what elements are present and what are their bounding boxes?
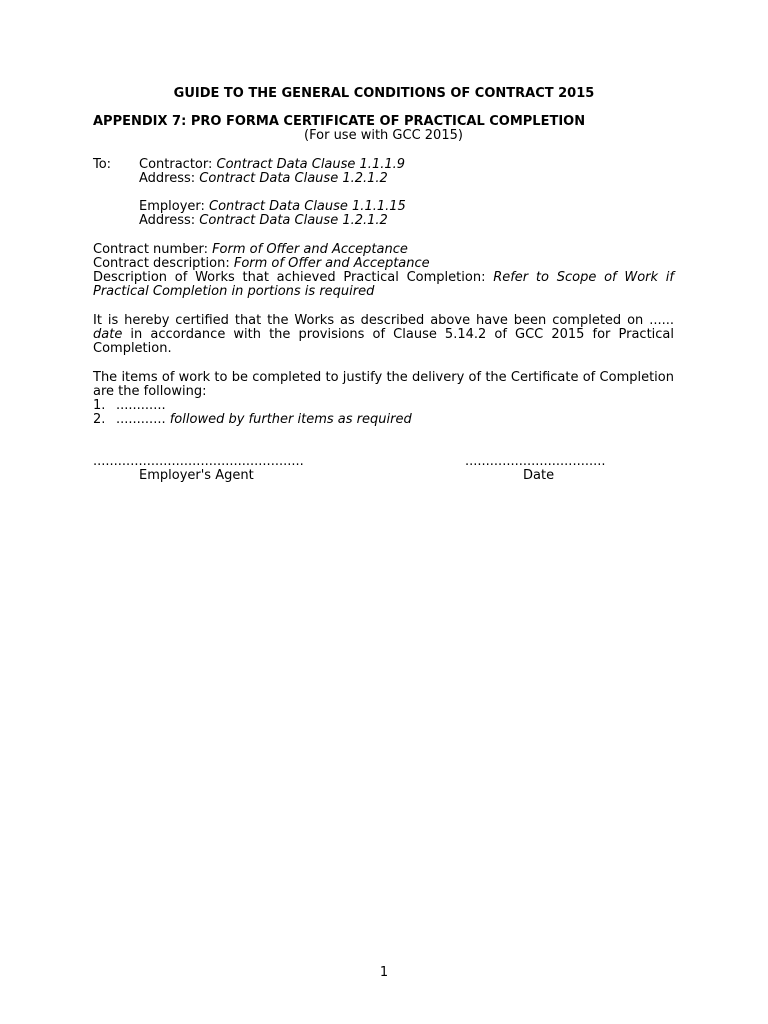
to-label: To: (93, 157, 112, 172)
contractor-address-value: Contract Data Clause 1.2.1.2 (199, 171, 388, 186)
employer-address-label: Address: (139, 213, 200, 228)
contract-description-label: Contract description: (93, 256, 234, 271)
contract-number-value: Form of Offer and Acceptance (212, 242, 408, 257)
contract-description-value: Form of Offer and Acceptance (233, 256, 430, 271)
list-item (93, 399, 105, 413)
works-description-value-1: Refer to Scope of Work if (493, 270, 674, 285)
employer-address-line (139, 214, 388, 228)
contractor-address-label: Address: (139, 171, 200, 186)
guide-title: GUIDE TO THE GENERAL CONDITIONS OF CONTRACT 2015 (173, 86, 595, 101)
certification-date-word: date (93, 327, 123, 342)
certification-line2 (93, 328, 674, 342)
items-intro-line2: are the following: (93, 384, 207, 399)
list-item (93, 413, 105, 427)
works-description-value-2: Practical Completion in portions is required (93, 284, 375, 299)
employer-label: Employer: (139, 199, 210, 214)
date-dots: .................................. (465, 454, 606, 469)
contract-number-label: Contract number: (93, 242, 213, 257)
appendix-title: APPENDIX 7: PRO FORMA CERTIFICATE OF PRACTICAL COMPLETION (93, 114, 586, 129)
item2-text: ............ (116, 412, 170, 427)
items-intro-line1: The items of work to be completed to justify the delivery of the Certificate of Completion (93, 370, 674, 385)
contract-description-line (93, 257, 430, 271)
employer-value: Contract Data Clause 1.1.1.15 (209, 199, 406, 214)
contractor-label: Contractor: (139, 157, 217, 172)
item2-text-line (116, 413, 412, 427)
date-label: Date (523, 468, 555, 483)
appendix-subtitle: (For use with GCC 2015) (304, 128, 463, 143)
contractor-value: Contract Data Clause 1.1.1.9 (216, 157, 406, 172)
item1-text: ............ (116, 398, 166, 413)
contract-number-line (93, 243, 408, 257)
signature-label: Employer's Agent (139, 468, 254, 483)
signature-dots: ................................................... (93, 454, 304, 469)
certification-line1: It is hereby certified that the Works as described above have been completed on ...... (93, 313, 674, 328)
page-number: 1 (379, 965, 389, 980)
item2-italic: followed by further items as required (169, 412, 412, 427)
employer-address-value: Contract Data Clause 1.2.1.2 (199, 213, 388, 228)
contractor-line (139, 158, 405, 172)
certification-line3: Completion. (93, 341, 172, 356)
contractor-address-line (139, 172, 388, 186)
certification-line2-rest: in accordance with the provisions of Clause 5.14.2 of GCC 2015 for Practical (122, 327, 674, 342)
employer-line (139, 200, 406, 214)
item1-number: 1. (93, 398, 106, 413)
works-description-label: Description of Works that achieved Practical Completion: (93, 270, 494, 285)
works-description-line1 (93, 271, 674, 285)
item2-number: 2. (93, 412, 106, 427)
